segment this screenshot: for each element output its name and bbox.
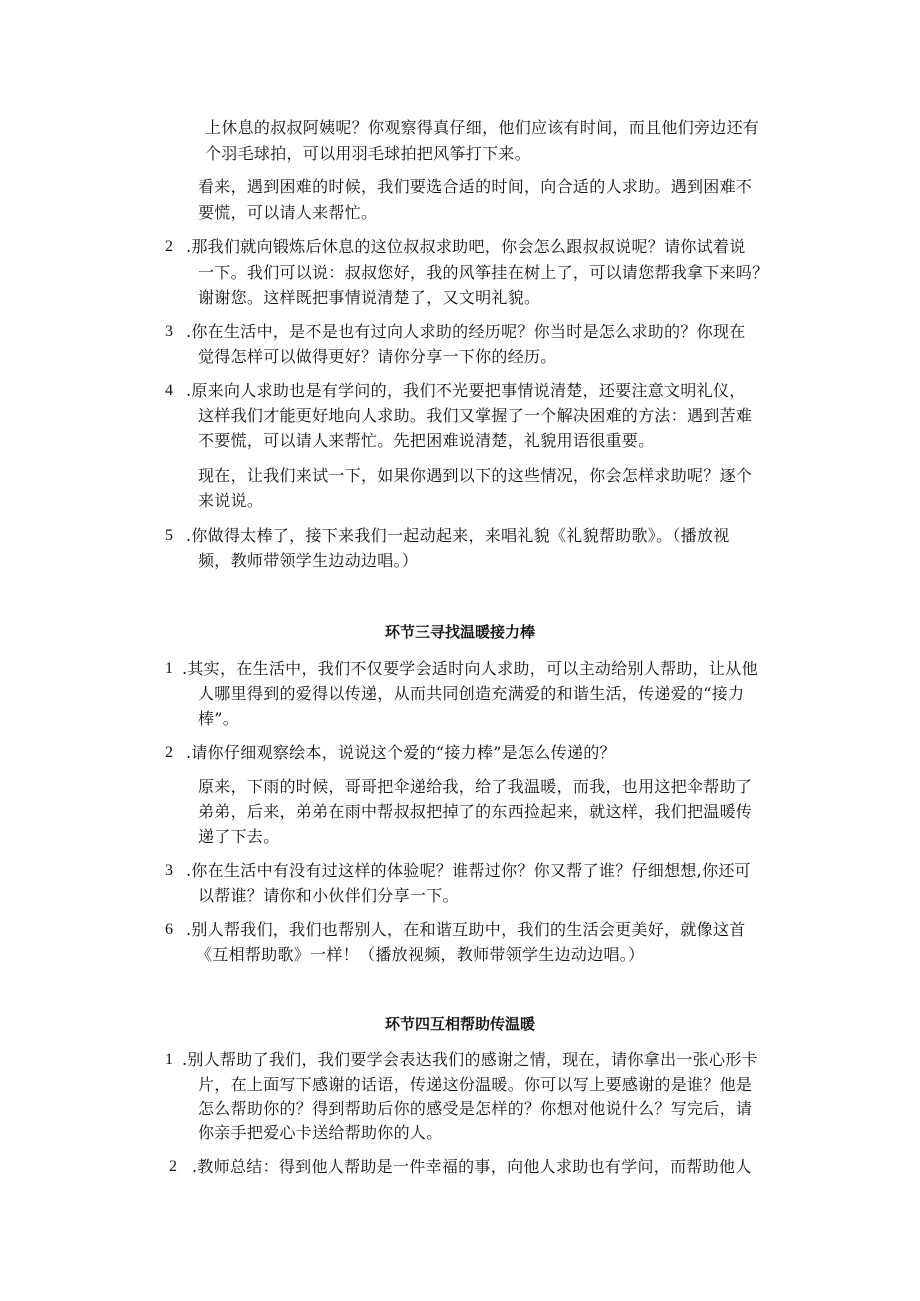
paragraph-line: 弟弟，后来，弟弟在雨中帮叔叔把掉了的东西捡起来，就这样，我们把温暖传: [198, 802, 753, 821]
list-number: 5: [165, 527, 173, 544]
list-item-line: .别人帮我们，我们也帮别人，在和谐互助中，我们的生活会更美好，就像这首: [186, 920, 746, 939]
list-item-line: 你亲手把爱心卡送给帮助你的人。: [198, 1123, 443, 1142]
list-item-line: .其实，在生活中，我们不仅要学会适时向人求助，可以主动给别人帮助，让从他: [182, 659, 758, 678]
list-item-line: 片，在上面写下感谢的话语，传递这份温暖。你可以写上要感谢的是谁？他是: [198, 1075, 753, 1094]
list-number: 2: [169, 1158, 177, 1175]
list-item-line: 以帮谁？请你和小伙伴们分享一下。: [198, 886, 459, 905]
list-item-line: 一下。我们可以说：叔叔您好，我的风筝挂在树上了，可以请您帮我拿下来吗？: [198, 263, 769, 282]
list-item-line: .那我们就向锻炼后休息的这位叔叔求助吧，你会怎么跟叔叔说呢？请你试着说: [186, 237, 746, 256]
list-number: 3: [165, 862, 173, 879]
list-number: 6: [165, 921, 173, 938]
list-item-line: .你做得太棒了，接下来我们一起动起来，来唱礼貌《礼貌帮助歌》。（播放视: [186, 526, 730, 545]
list-item-line: 《互相帮助歌》一样！（播放视频，教师带领学生边动边唱。）: [196, 945, 645, 964]
paragraph-line: 来说说。: [198, 491, 264, 510]
section-heading: 环节四互相帮助传温暖: [384, 1015, 535, 1033]
list-item-line: 不要慌，可以请人来帮忙。先把困难说清楚，礼貌用语很重要。: [198, 431, 655, 450]
list-number: 4: [165, 382, 173, 399]
list-item-line: 人哪里得到的爱得以传递，从而共同创造充满爱的和谐生活，传递爱的“接力: [198, 684, 745, 703]
paragraph-line: 要慌，可以请人来帮忙。: [198, 203, 378, 222]
paragraph-line: 原来，下雨的时候，哥哥把伞递给我，给了我温暖，而我，也用这把伞帮助了: [198, 777, 753, 796]
list-number: 1: [165, 1051, 173, 1068]
list-item-line: 怎么帮助你的？得到帮助后你的感受是怎样的？你想对他说什么？写完后，请: [198, 1099, 753, 1118]
paragraph-line: 现在，让我们来试一下，如果你遇到以下的这些情况，你会怎样求助呢？逐个: [198, 466, 753, 485]
paragraph-line: 个羽毛球拍，可以用羽毛球拍把风筝打下来。: [205, 144, 532, 163]
list-item-line: .原来向人求助也是有学问的，我们不光要把事情说清楚，还要注意文明礼仪，: [186, 381, 746, 400]
list-item-line: 频，教师带领学生边动边唱。）: [198, 551, 419, 570]
list-item-line: .你在生活中有没有过这样的体验呢？谁帮过你？你又帮了谁？仔细想想,你还可: [186, 861, 751, 880]
list-item-line: .教师总结：得到他人帮助是一件幸福的事，向他人求助也有学问，而帮助他人: [192, 1157, 752, 1176]
list-item-line: 棒”。: [198, 709, 240, 728]
list-number: 2: [165, 238, 173, 255]
paragraph-line: 看来，遇到困难的时候，我们要选合适的时间，向合适的人求助。遇到困难不: [198, 177, 753, 196]
list-number: 3: [165, 323, 173, 340]
list-item-line: .请你仔细观察绘本，说说这个爱的“接力棒”是怎么传递的？: [186, 743, 616, 762]
list-item-line: .你在生活中，是不是也有过向人求助的经历呢？你当时是怎么求助的？你现在: [186, 322, 746, 341]
list-number: 1: [165, 660, 173, 677]
list-item-line: .别人帮助了我们，我们要学会表达我们的感谢之情，现在，请你拿出一张心形卡: [182, 1050, 758, 1069]
section-heading: 环节三寻找温暖接力棒: [384, 623, 535, 641]
paragraph-line: 上休息的叔叔阿姨呢？你观察得真仔细，他们应该有时间，而且他们旁边还有: [205, 118, 760, 137]
list-item-line: 这样我们才能更好地向人求助。我们又掌握了一个解决困难的方法：遇到苦难: [198, 406, 753, 425]
list-item-line: 觉得怎样可以做得更好？请你分享一下你的经历。: [198, 347, 557, 366]
list-number: 2: [165, 744, 173, 761]
paragraph-line: 递了下去。: [198, 827, 280, 846]
list-item-line: 谢谢您。这样既把事情说清楚了，又文明礼貌。: [198, 288, 541, 307]
